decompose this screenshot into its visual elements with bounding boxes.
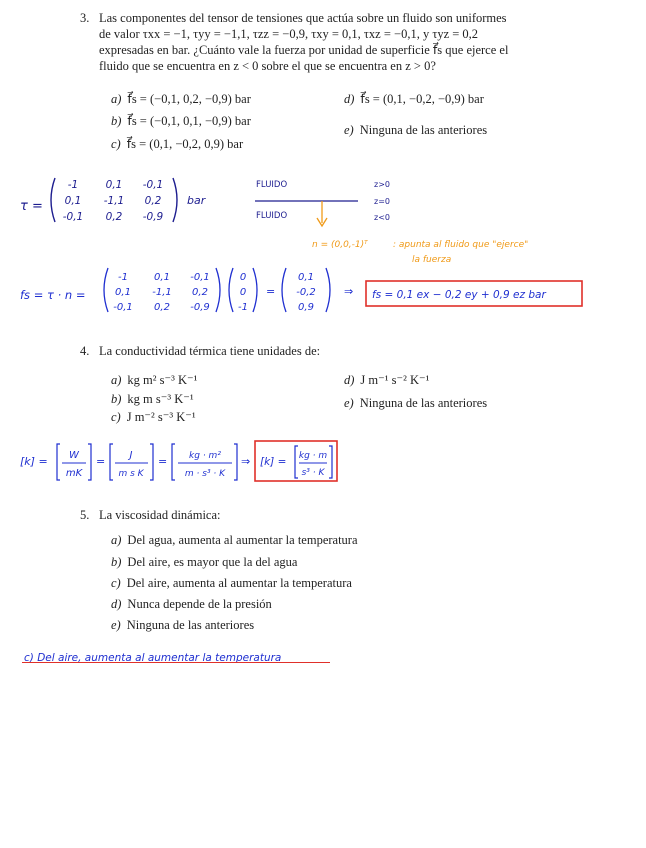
frac2-left-bracket	[110, 444, 113, 480]
tau-m22: -1,1	[103, 195, 125, 207]
result-2: -0,2	[296, 287, 316, 298]
n-left-paren	[229, 268, 233, 312]
option-letter: d)	[344, 373, 355, 387]
option-text: Del aire, es mayor que la del agua	[127, 555, 298, 569]
fs-m33: -0,9	[190, 302, 210, 313]
option-text: Del aire, aumenta al aumentar la temperatura	[126, 576, 352, 590]
tau-m21: 0,1	[64, 195, 82, 207]
q5-option-c	[111, 575, 352, 591]
option-letter: e)	[111, 618, 121, 632]
q3-option-a	[111, 91, 251, 107]
q3-option-e	[344, 122, 487, 138]
normal-vector-note: n = (0,0,-1)ᵀ	[312, 240, 368, 250]
q4-text: La conductividad térmica tiene unidades de:	[99, 344, 321, 358]
q3-option-c	[111, 136, 243, 152]
q5-statement	[80, 507, 221, 523]
frac3-num: kg · m²	[189, 451, 221, 461]
z-eq-label: z=0	[374, 197, 390, 206]
n-3: -1	[238, 302, 248, 313]
tau-m12: 0,1	[105, 179, 123, 191]
equals-1: =	[96, 455, 106, 468]
option-text: J m⁻² s⁻³ K⁻¹	[126, 410, 196, 424]
k-answer-den: s³ · K	[301, 468, 325, 478]
option-letter: b)	[111, 114, 122, 128]
q4-number: 4.	[80, 344, 90, 358]
option-text: f⃗s = (0,1, −0,2, 0,9) bar	[126, 137, 244, 151]
tau-symbol: τ =	[20, 199, 43, 214]
option-letter: c)	[111, 576, 121, 590]
fs-m11: -1	[118, 272, 128, 283]
frac1-num: W	[69, 450, 79, 461]
option-letter: a)	[111, 92, 122, 106]
option-letter: a)	[111, 373, 122, 387]
fs-lhs: fs = τ · n =	[20, 288, 86, 302]
q4-handwritten-notes	[0, 436, 646, 486]
matrix-right-paren	[173, 178, 177, 222]
q3-line-3: expresadas en bar. ¿Cuánto vale la fuerza por unidad de superficie f⃗s que ejerce el	[99, 43, 509, 57]
option-text: Ninguna de las anteriores	[359, 396, 488, 410]
fs-m13: -0,1	[190, 272, 210, 283]
normal-comment-line1: : apunta al fluido que "ejerce"	[393, 240, 529, 250]
q5-answer-text: c) Del aire, aumenta al aumentar la temperatura	[24, 652, 282, 664]
tau-m11: -1	[67, 179, 79, 191]
q3-handwritten-notes	[0, 160, 646, 320]
option-text: kg m s⁻³ K⁻¹	[127, 392, 194, 406]
q3-number: 3.	[80, 11, 90, 25]
option-letter: a)	[111, 533, 122, 547]
n-2: 0	[239, 287, 247, 298]
result-3: 0,9	[298, 302, 314, 313]
q4-option-e	[344, 395, 487, 411]
option-text: f⃗s = (−0,1, 0,1, −0,9) bar	[127, 114, 251, 128]
option-letter: c)	[111, 137, 121, 151]
option-text: Del agua, aumenta al aumentar la temperatura	[127, 533, 358, 547]
option-text: Ninguna de las anteriores	[359, 123, 488, 137]
fs-m12: 0,1	[154, 272, 170, 283]
k-bracket-lhs: [k] =	[20, 455, 48, 468]
equals-2: =	[158, 455, 168, 468]
q3-statement	[80, 10, 570, 74]
fs-m22: -1,1	[152, 287, 172, 298]
option-letter: e)	[344, 123, 354, 137]
option-letter: e)	[344, 396, 354, 410]
fs-matrix-right-paren	[216, 268, 220, 312]
fluid-top-label: FLUIDO	[256, 180, 288, 190]
frac3-den: m · s³ · K	[184, 469, 226, 479]
option-text: f⃗s = (0,1, −0,2, −0,9) bar	[360, 92, 484, 106]
option-letter: d)	[344, 92, 355, 106]
matrix-left-paren	[51, 178, 55, 222]
frac2-right-bracket	[150, 444, 153, 480]
result-right-paren	[326, 268, 330, 312]
k-answer-right-bracket	[329, 446, 332, 478]
frac2-den: m s K	[118, 469, 144, 479]
option-text: Ninguna de las anteriores	[126, 618, 255, 632]
frac2-num: J	[129, 450, 133, 461]
tau-m13: -0,1	[142, 179, 164, 191]
q4-statement	[80, 343, 320, 359]
q5-text: La viscosidad dinámica:	[99, 508, 221, 522]
q4-option-d	[344, 372, 429, 388]
q5-option-a	[111, 532, 358, 548]
tau-m32: 0,2	[105, 211, 123, 223]
implies-arrow: ⇒	[344, 285, 354, 298]
fs-m32: 0,2	[154, 302, 170, 313]
q5-option-b	[111, 554, 297, 570]
option-letter: b)	[111, 392, 122, 406]
frac1-left-bracket	[57, 444, 60, 480]
q4-option-a	[111, 372, 197, 388]
q3-option-d	[344, 91, 484, 107]
option-letter: b)	[111, 555, 122, 569]
q5-option-d	[111, 596, 272, 612]
frac1-right-bracket	[88, 444, 91, 480]
q3-line-2: de valor τxx = −1, τyy = −1,1, τzz = −0,9, τxy = 0,1, τxz = −0,1, y τyz = 0,2	[99, 27, 479, 41]
z-lt-label: z<0	[374, 213, 390, 222]
q3-block	[80, 10, 570, 74]
bar-unit: bar	[187, 194, 206, 207]
frac3-left-bracket	[172, 444, 175, 480]
k-answer-num: kg · m	[298, 451, 328, 461]
fs-m23: 0,2	[192, 287, 208, 298]
k-answer-lhs: [k] =	[260, 456, 287, 468]
q4-option-c	[111, 409, 196, 425]
normal-comment-line2: la fuerza	[412, 255, 452, 265]
frac3-right-bracket	[234, 444, 237, 480]
k-implies: ⇒	[241, 455, 251, 468]
option-text: J m⁻¹ s⁻² K⁻¹	[360, 373, 430, 387]
fluid-bottom-label: FLUIDO	[256, 211, 288, 221]
tau-m23: 0,2	[144, 195, 162, 207]
q4-option-b	[111, 391, 194, 407]
fs-m31: -0,1	[113, 302, 133, 313]
option-text: Nunca depende de la presión	[127, 597, 272, 611]
option-letter: c)	[111, 410, 121, 424]
option-text: f⃗s = (−0,1, 0,2, −0,9) bar	[127, 92, 251, 106]
result-1: 0,1	[298, 272, 314, 283]
fs-m21: 0,1	[115, 287, 131, 298]
k-answer-left-bracket	[295, 446, 298, 478]
tau-m33: -0,9	[142, 211, 164, 223]
q3-option-b	[111, 113, 251, 129]
q5-answer-underline	[22, 662, 330, 663]
q3-line-1: Las componentes del tensor de tensiones que actúa sobre un fluido son uniformes	[99, 11, 507, 25]
n-right-paren	[253, 268, 257, 312]
q3-line-4: fluido que se encuentra en z < 0 sobre el que se encuentra en z > 0?	[99, 59, 436, 73]
option-letter: d)	[111, 597, 122, 611]
z-gt-label: z>0	[374, 180, 390, 189]
equals-sign: =	[266, 285, 276, 298]
option-text: kg m² s⁻³ K⁻¹	[127, 373, 198, 387]
fs-matrix-left-paren	[104, 268, 108, 312]
q5-number: 5.	[80, 508, 90, 522]
tau-m31: -0,1	[62, 211, 84, 223]
q5-option-e	[111, 617, 254, 633]
result-left-paren	[282, 268, 286, 312]
fs-boxed-answer: fs = 0,1 ex − 0,2 ey + 0,9 ez bar	[372, 289, 546, 301]
frac1-den: mK	[65, 468, 83, 479]
n-1: 0	[239, 272, 247, 283]
